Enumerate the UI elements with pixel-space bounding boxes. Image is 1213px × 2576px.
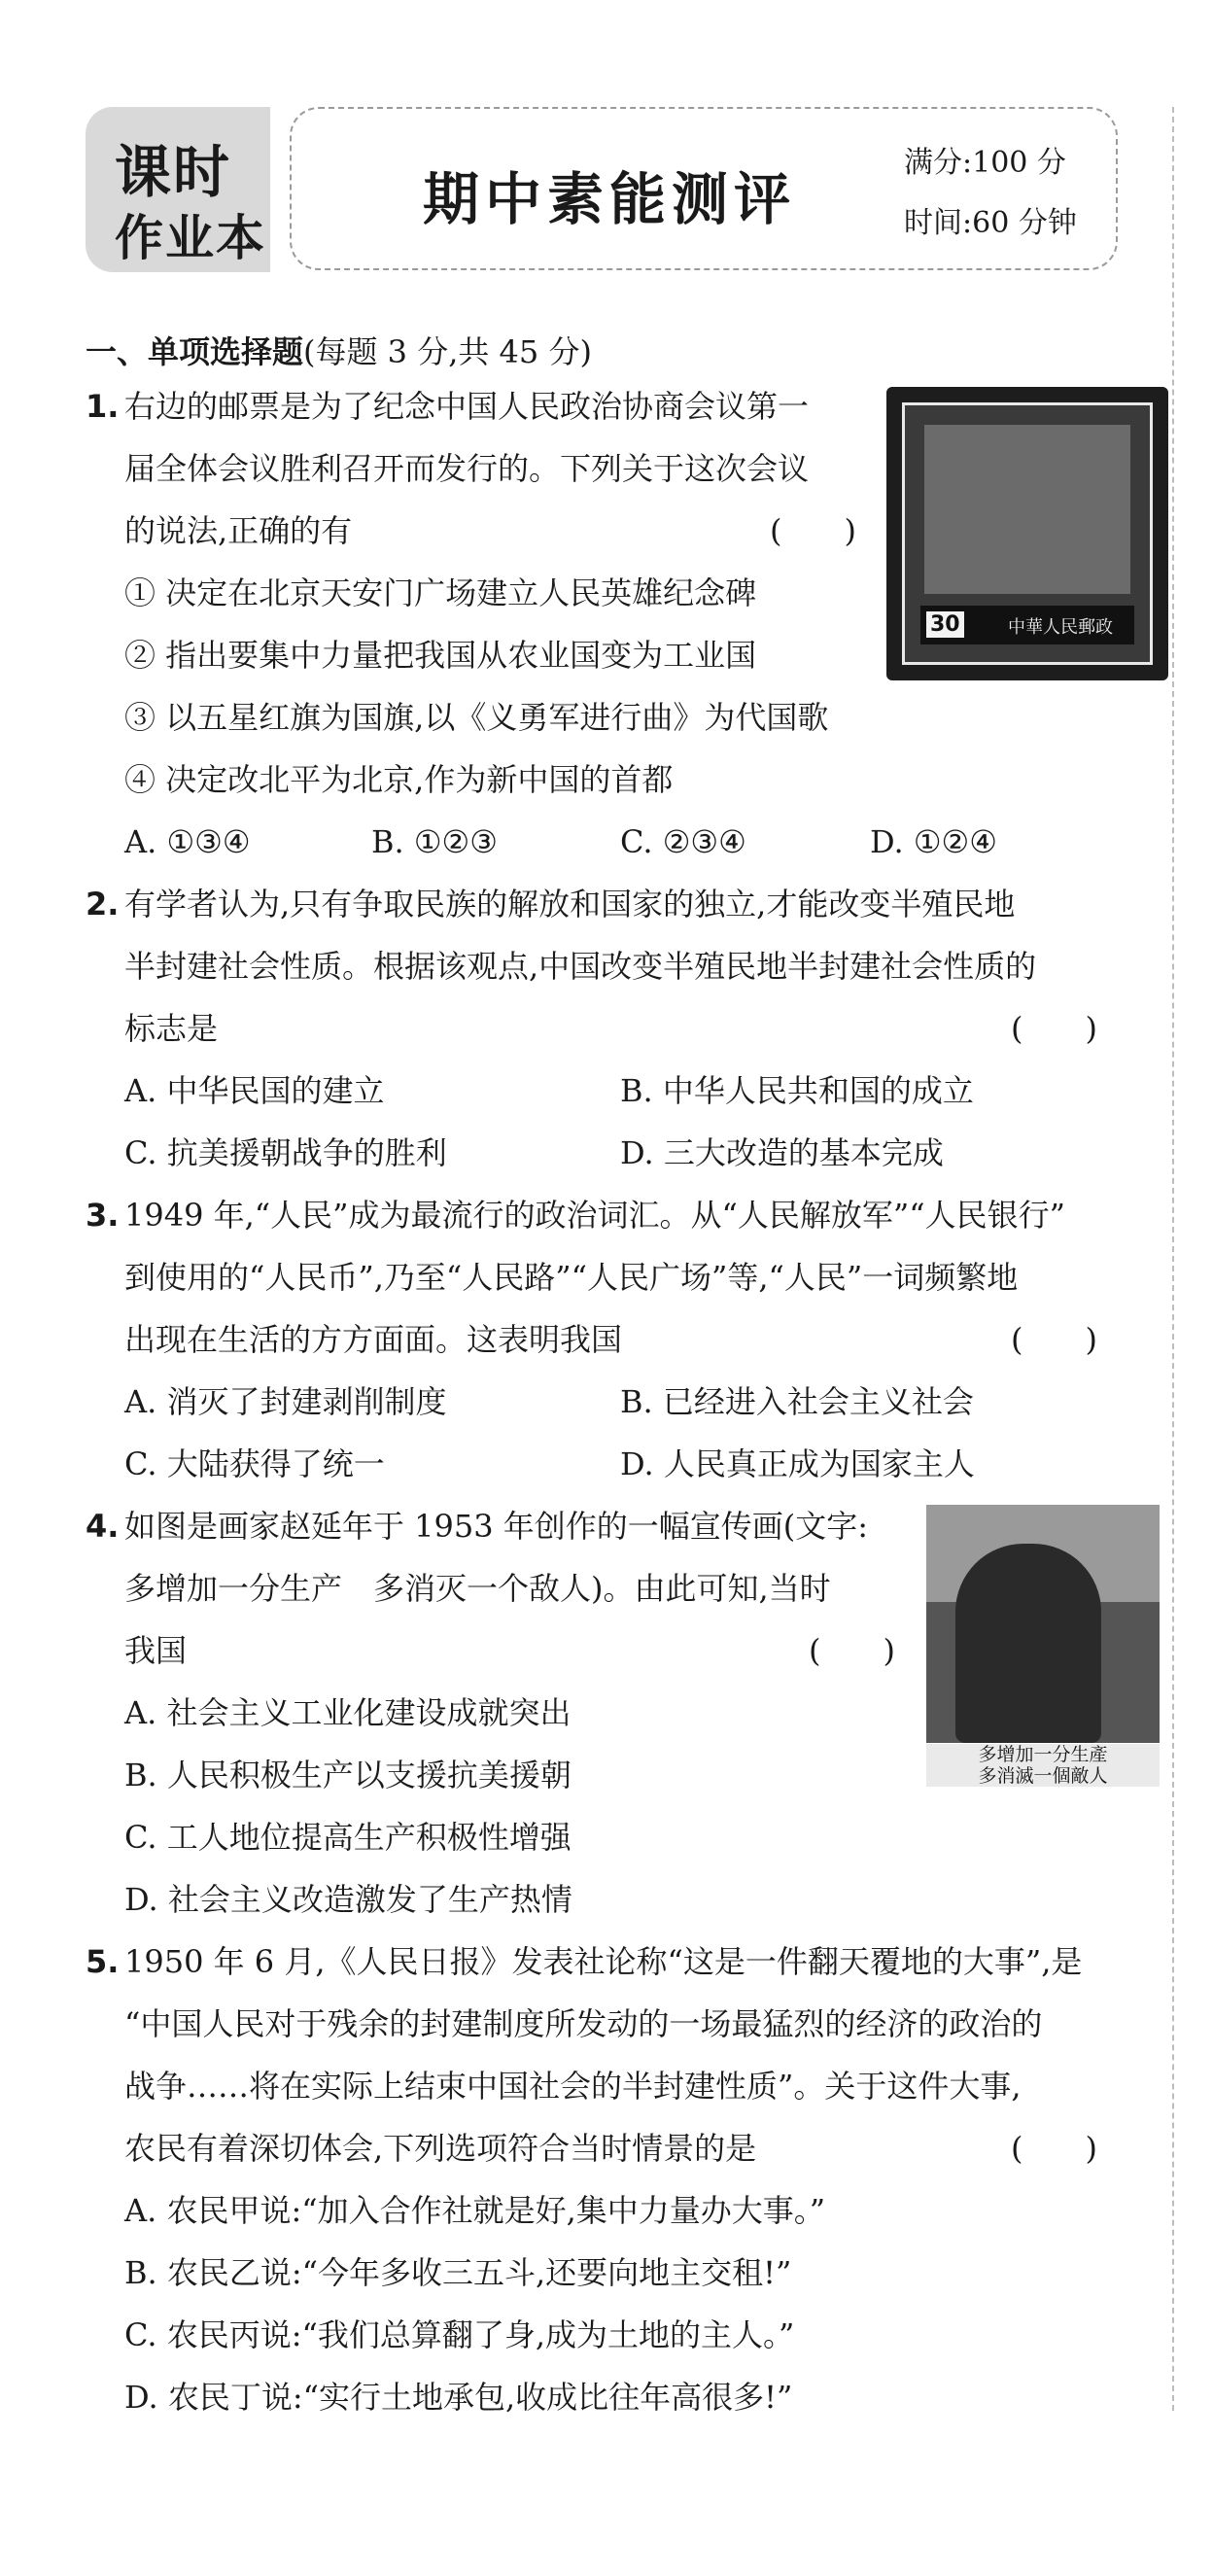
q5-answer-paren: ( ) [1011, 2130, 1097, 2167]
q3-line2: 到使用的“人民币”,乃至“人民路”“人民广场”等,“人民”一词频繁地 [124, 1259, 1019, 1296]
q1-number: 1. [86, 388, 120, 425]
q3-line1: 1949 年,“人民”成为最流行的政治词汇。从“人民解放军”“人民银行” [124, 1197, 1065, 1234]
q1-statement-3: ③ 以五星红旗为国旗,以《义勇军进行曲》为代国歌 [124, 699, 829, 736]
propaganda-poster-image [926, 1505, 1160, 1789]
q4-line2: 多增加一分生产 多消灭一个敌人)。由此可知,当时 [124, 1570, 831, 1607]
q5-option-a[interactable]: A. 农民甲说:“加入合作社就是好,集中力量办大事。” [124, 2192, 826, 2229]
q1-statement-2: ② 指出要集中力量把我国从农业国变为工业国 [124, 637, 757, 674]
section-note: (每题 3 分,共 45 分) [303, 333, 592, 370]
cppcc-stamp-image [886, 387, 1168, 680]
q3-line3: 出现在生活的方方面面。这表明我国 [124, 1321, 623, 1358]
q2-option-c[interactable]: C. 抗美援朝战争的胜利 [124, 1134, 447, 1171]
q2-line3: 标志是 [124, 1010, 219, 1047]
q3-option-c[interactable]: C. 大陆获得了统一 [124, 1445, 385, 1482]
poster-caption-line1: 多增加一分生產 [978, 1744, 1108, 1765]
q1-option-c[interactable]: C. ②③④ [620, 823, 746, 860]
q4-line1: 如图是画家赵延年于 1953 年创作的一幅宣传画(文字: [124, 1508, 869, 1545]
q5-option-d[interactable]: D. 农民丁说:“实行土地承包,收成比往年高很多!” [124, 2379, 793, 2416]
q1-option-a[interactable]: A. ①③④ [124, 823, 251, 860]
q4-line3: 我国 [124, 1632, 188, 1669]
q5-option-c[interactable]: C. 农民丙说:“我们总算翻了身,成为土地的主人。” [124, 2316, 795, 2353]
q1-line3: 的说法,正确的有 [124, 512, 353, 549]
title-box [290, 107, 1118, 270]
q5-line2: “中国人民对于残余的封建制度所发动的一场最猛烈的经济的政治的 [124, 2005, 1043, 2042]
poster-worker-figure [955, 1544, 1101, 1743]
stamp-issuer: 中華人民郵政 [1008, 617, 1113, 638]
q3-number: 3. [86, 1197, 120, 1234]
q2-line1: 有学者认为,只有争取民族的解放和国家的独立,才能改变半殖民地 [124, 886, 1016, 922]
badge-bottom-text: 作业本 [115, 210, 266, 266]
q1-answer-paren: ( ) [770, 512, 856, 549]
stamp-frame [902, 402, 1153, 665]
q1-line1: 右边的邮票是为了纪念中国人民政治协商会议第一 [124, 388, 810, 425]
q1-line2: 届全体会议胜利召开而发行的。下列关于这次会议 [124, 450, 810, 487]
full-score: 满分:100 分 [904, 146, 1066, 180]
margin-rule [1172, 107, 1174, 2411]
q3-option-a[interactable]: A. 消灭了封建剥削制度 [124, 1383, 447, 1420]
q4-option-b[interactable]: B. 人民积极生产以支援抗美援朝 [124, 1757, 572, 1793]
time-limit: 时间:60 分钟 [904, 206, 1077, 240]
q2-answer-paren: ( ) [1011, 1010, 1097, 1047]
poster-caption-line2: 多消滅一個敵人 [978, 1765, 1108, 1787]
q4-answer-paren: ( ) [809, 1632, 895, 1669]
q5-number: 5. [86, 1943, 120, 1980]
q2-option-d[interactable]: D. 三大改造的基本完成 [620, 1134, 944, 1171]
q1-option-b[interactable]: B. ①②③ [371, 823, 498, 860]
q5-line3: 战争……将在实际上结束中国社会的半封建性质”。关于这件大事, [124, 2068, 1022, 2105]
q5-line4: 农民有着深切体会,下列选项符合当时情景的是 [124, 2130, 757, 2167]
q3-answer-paren: ( ) [1011, 1321, 1097, 1358]
q5-option-b[interactable]: B. 农民乙说:“今年多收三五斗,还要向地主交租!” [124, 2254, 792, 2291]
q4-number: 4. [86, 1508, 120, 1545]
q4-option-d[interactable]: D. 社会主义改造激发了生产热情 [124, 1881, 572, 1918]
stamp-value: 30 [926, 611, 964, 638]
badge-top-text: 课时 [115, 139, 232, 205]
q4-option-a[interactable]: A. 社会主义工业化建设成就突出 [124, 1694, 572, 1731]
q2-option-a[interactable]: A. 中华民国的建立 [124, 1072, 385, 1109]
q2-line2: 半封建社会性质。根据该观点,中国改变半殖民地半封建社会性质的 [124, 948, 1037, 985]
q1-option-d[interactable]: D. ①②④ [870, 823, 997, 860]
section-heading: 一、单项选择题 [86, 333, 304, 370]
q1-statement-4: ④ 决定改北平为北京,作为新中国的首都 [124, 761, 674, 798]
q4-option-c[interactable]: C. 工人地位提高生产积极性增强 [124, 1819, 572, 1856]
q5-line1: 1950 年 6 月,《人民日报》发表社论称“这是一件翻天覆地的大事”,是 [124, 1943, 1083, 1980]
stamp-picture [924, 425, 1130, 594]
q1-statement-1: ① 决定在北京天安门广场建立人民英雄纪念碑 [124, 574, 757, 611]
q2-number: 2. [86, 886, 120, 922]
series-badge [86, 107, 270, 272]
poster-artwork [926, 1505, 1160, 1743]
q2-option-b[interactable]: B. 中华人民共和国的成立 [620, 1072, 974, 1109]
q3-option-d[interactable]: D. 人民真正成为国家主人 [620, 1445, 975, 1482]
section-title [86, 328, 592, 372]
poster-caption [926, 1744, 1160, 1787]
stamp-strip [920, 606, 1134, 644]
page-title: 期中素能测评 [423, 166, 797, 232]
q3-option-b[interactable]: B. 已经进入社会主义社会 [620, 1383, 974, 1420]
